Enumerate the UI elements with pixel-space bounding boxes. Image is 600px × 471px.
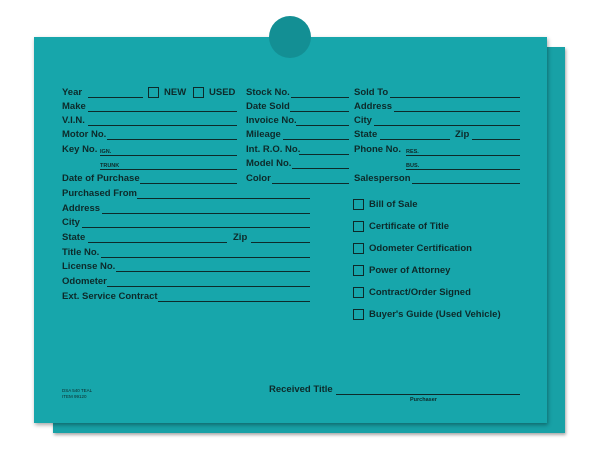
trunk-label: TRUNK xyxy=(100,163,120,169)
color-label: Color xyxy=(246,173,271,184)
date-sold-line[interactable] xyxy=(290,111,349,112)
address-right-line[interactable] xyxy=(394,111,520,112)
vin-line[interactable] xyxy=(88,125,237,126)
form-code-line1: DSA 540 TEAL xyxy=(62,388,93,393)
certificate-of-title-checkbox[interactable] xyxy=(353,221,364,232)
bus-line[interactable] xyxy=(406,169,520,170)
mileage-line[interactable] xyxy=(283,139,349,140)
address-label: Address xyxy=(62,203,101,214)
license-no-line[interactable] xyxy=(116,271,310,272)
deal-jacket-envelope xyxy=(34,37,547,423)
purchased-from-line[interactable] xyxy=(137,198,310,199)
bill-of-sale-label: Bill of Sale xyxy=(369,199,418,210)
ext-service-contract-line[interactable] xyxy=(158,301,310,302)
date-sold-label: Date Sold xyxy=(246,101,290,112)
key-no-label: Key No. xyxy=(62,144,98,155)
sold-to-label: Sold To xyxy=(354,87,389,98)
year-label: Year xyxy=(62,87,83,98)
license-no-label: License No. xyxy=(62,261,116,272)
received-title-line[interactable] xyxy=(336,394,520,395)
int-ro-no-line[interactable] xyxy=(299,154,349,155)
sold-to-line[interactable] xyxy=(390,97,520,98)
title-no-line[interactable] xyxy=(101,257,310,258)
title-no-label: Title No. xyxy=(62,247,100,258)
zip-right-label: Zip xyxy=(455,129,470,140)
city-label: City xyxy=(62,217,80,228)
model-no-line[interactable] xyxy=(292,168,349,169)
city-right-line[interactable] xyxy=(374,125,520,126)
invoice-no-line[interactable] xyxy=(296,125,349,126)
power-of-attorney-checkbox[interactable] xyxy=(353,265,364,276)
buyers-guide-checkbox[interactable] xyxy=(353,309,364,320)
address-line[interactable] xyxy=(102,213,310,214)
date-of-purchase-line[interactable] xyxy=(140,183,237,184)
ign-line[interactable] xyxy=(100,155,237,156)
int-ro-no-label: Int. R.O. No. xyxy=(246,144,301,155)
contract-order-signed-checkbox[interactable] xyxy=(353,287,364,298)
make-line[interactable] xyxy=(88,111,237,112)
invoice-no-label: Invoice No. xyxy=(246,115,297,126)
bus-label: BUS. xyxy=(406,163,420,169)
used-checkbox[interactable] xyxy=(193,87,204,98)
motor-no-line[interactable] xyxy=(107,139,237,140)
certificate-of-title-label: Certificate of Title xyxy=(369,221,450,232)
motor-no-label: Motor No. xyxy=(62,129,107,140)
vin-label: V.I.N. xyxy=(62,115,85,126)
odometer-label: Odometer xyxy=(62,276,107,287)
mileage-label: Mileage xyxy=(246,129,281,140)
year-line[interactable] xyxy=(88,97,143,98)
ext-service-contract-label: Ext. Service Contract xyxy=(62,291,158,302)
purchaser-label: Purchaser xyxy=(410,397,437,403)
color-line[interactable] xyxy=(272,183,349,184)
form-code-line2: ITEM 99120 xyxy=(62,394,87,399)
zip-right-line[interactable] xyxy=(472,139,520,140)
make-label: Make xyxy=(62,101,86,112)
used-label: USED xyxy=(209,87,236,98)
received-title-label: Received Title xyxy=(269,384,333,395)
res-label: RES. xyxy=(406,149,419,155)
phone-no-label: Phone No. xyxy=(354,144,401,155)
zip-label: Zip xyxy=(233,232,248,243)
model-no-label: Model No. xyxy=(246,158,292,169)
buyers-guide-label: Buyer's Guide (Used Vehicle) xyxy=(369,309,501,320)
trunk-line[interactable] xyxy=(100,169,237,170)
stock-no-line[interactable] xyxy=(291,97,349,98)
city-right-label: City xyxy=(354,115,372,126)
thumb-cut xyxy=(269,16,311,58)
odometer-certification-label: Odometer Certification xyxy=(369,243,472,254)
new-label: NEW xyxy=(164,87,187,98)
state-right-line[interactable] xyxy=(380,139,450,140)
ign-label: IGN. xyxy=(100,149,112,155)
odometer-certification-checkbox[interactable] xyxy=(353,243,364,254)
salesperson-line[interactable] xyxy=(412,183,520,184)
purchased-from-label: Purchased From xyxy=(62,188,137,199)
state-label: State xyxy=(62,232,86,243)
odometer-line[interactable] xyxy=(107,286,310,287)
address-right-label: Address xyxy=(354,101,393,112)
res-line[interactable] xyxy=(406,155,520,156)
date-of-purchase-label: Date of Purchase xyxy=(62,173,140,184)
new-checkbox[interactable] xyxy=(148,87,159,98)
stock-no-label: Stock No. xyxy=(246,87,290,98)
city-line[interactable] xyxy=(82,227,310,228)
salesperson-label: Salesperson xyxy=(354,173,411,184)
zip-line[interactable] xyxy=(251,242,310,243)
contract-order-signed-label: Contract/Order Signed xyxy=(369,287,471,298)
state-line[interactable] xyxy=(88,242,227,243)
state-right-label: State xyxy=(354,129,378,140)
power-of-attorney-label: Power of Attorney xyxy=(369,265,451,276)
bill-of-sale-checkbox[interactable] xyxy=(353,199,364,210)
